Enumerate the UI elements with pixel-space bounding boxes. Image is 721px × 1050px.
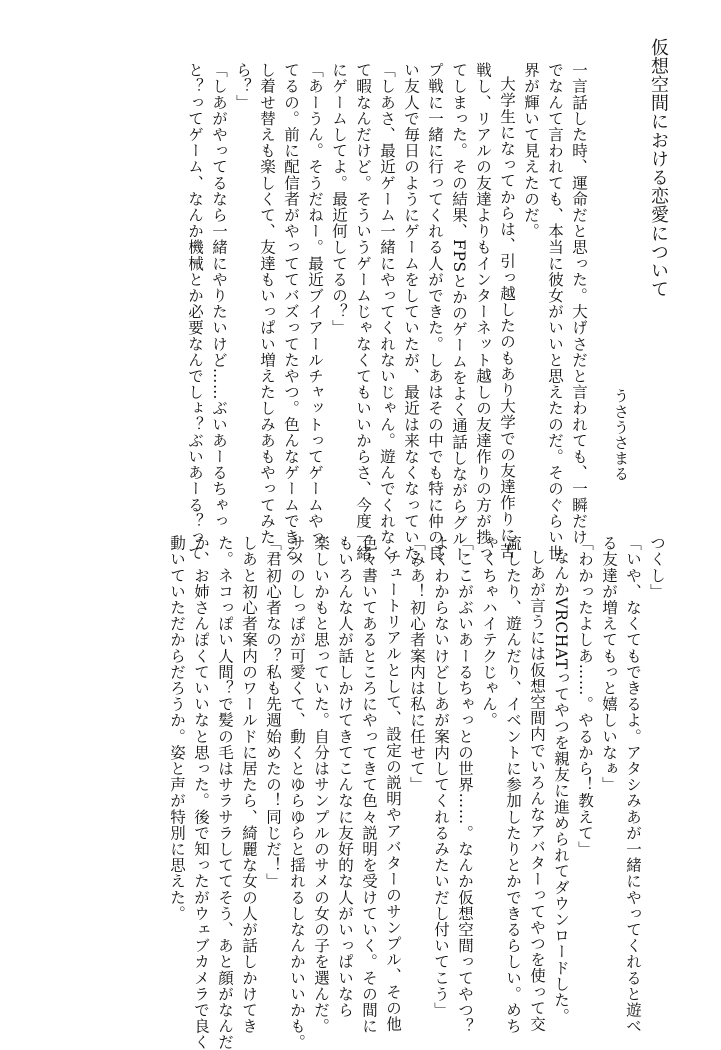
text-line: て暇なんだけど。そういうゲームじゃなくてもいいからさ、今度一緒	[354, 62, 372, 562]
text-line: 「しあがやってるなら一緒にやりたいけど……ぶいあーるちゃっ	[210, 62, 228, 529]
text-line: よくわからないけどしあが案内してくれるみたいだし付いてこう」	[432, 535, 450, 1018]
text-line: 戦し、リアルの友達よりもインターネット越しの友達作りの方が捗っ	[474, 62, 492, 562]
text-line: なんかVRCHATってやつを親友に進められてダウンロードした。	[552, 549, 570, 1025]
lower-body-text	[165, 535, 669, 1050]
text-line: ら？」	[234, 62, 252, 111]
text-line: つくし」	[648, 535, 666, 600]
text-line: しあが言うには仮想空間内でいろんなアバターってやつを使って交	[528, 549, 546, 1032]
text-line: 界が輝いて見えたのだ。	[522, 62, 540, 240]
text-line: 「わかったよしあ……。やるから！教えて」	[576, 535, 594, 857]
text-line: 「ここがぶいあーるちゃっとの世界……。なんか仮想空間ってやつ？	[456, 535, 474, 1035]
text-line: 色々書いてあるところにやってきて色々説明を受けていく。その間に	[360, 535, 378, 1035]
text-line: 一言話した時、運命だと思った。大げさだと言われても、一瞬だけ	[570, 62, 588, 545]
text-line: 動いていただからだろうか。姿と声が特別に思えた。	[168, 535, 186, 922]
text-line: 「いや、なくてもできるよ。アタシみあが一緒にやってくれると遊べ	[624, 535, 642, 1035]
text-line: 「君初心者なの？私も先週始めたの！同じだ！」	[264, 535, 282, 890]
text-line: い友人で毎日のようにゲームをしていたが、最近は来なくなっていた。	[402, 62, 420, 578]
text-line: 大学生になってからは、引っ越したのもあり大学での友達作りに苦	[498, 76, 516, 559]
text-line: プ戦に一緒に行ってくれる人ができた。しあはその中でも特に仲の良	[426, 62, 444, 562]
text-line: と？ってゲーム、なんか機械とか必要なんでしょ？ぶいあーる？って	[186, 62, 204, 562]
text-line: か、お姉さんぽくていいなと思った。後で知ったがウェブカメラで良く	[192, 535, 210, 1050]
text-line: 流したり、遊んだり、イベントに参加したりとかできるらしい。めち	[504, 535, 522, 1035]
text-line: 「あーうん。そうだねー。最近ブイアールチャットってゲームやっ	[306, 62, 324, 545]
text-line: 楽しいかもと思っていた。自分はサンプルのサメの女の子を選んだ。	[312, 535, 330, 1035]
text-line: チュートリアルとして、設定の説明やアバターのサンプル、その他	[384, 549, 402, 1032]
text-line: た。ネコっぽい人間？で髪の毛はサラサラしててそう、あと顔がなんだ	[216, 535, 234, 1050]
text-line: る友達が増えてもっと嬉しいなぁ」	[600, 535, 618, 793]
text-line: 「しあさ、最近ゲーム一緒にやってくれないじゃん。遊んでくれなく	[378, 62, 396, 562]
text-line: てしまった。その結果、FPSとかのゲームをよく通話しながらグルー	[450, 62, 468, 563]
text-line: もいろんな人が話しかけてきてこんなに友好的な人がいっぱいなら	[336, 535, 354, 1018]
text-line: にゲームしてよ。最近何してるの？」	[330, 62, 348, 336]
text-line: 「みあ！初心者案内は私に任せて」	[408, 535, 426, 793]
author-name: うさうさまる	[612, 388, 630, 482]
text-line: でなんて言われても、本当に彼女がいいと思えたのだ。そのぐらい世	[546, 62, 564, 562]
text-line: し着せ替えも楽しくて、友達もいっぱい増えたしみあもやってみた	[258, 62, 276, 545]
upper-body-text	[183, 62, 591, 578]
text-line: ゃくちゃハイテクじゃん。	[480, 535, 498, 729]
text-line: しあと初心者案内のワールドに居たら、綺麗な女の人が話しかけてき	[240, 535, 258, 1035]
text-line: てるの。前に配信者がやっててバズってたやつ。色んなゲームできる	[282, 62, 300, 562]
text-line: サメのしっぽが可愛くて、動くとゆらゆらと揺れるしなんかいいかも。	[288, 535, 306, 1050]
document-title: 仮想空間における恋愛について	[648, 38, 669, 299]
